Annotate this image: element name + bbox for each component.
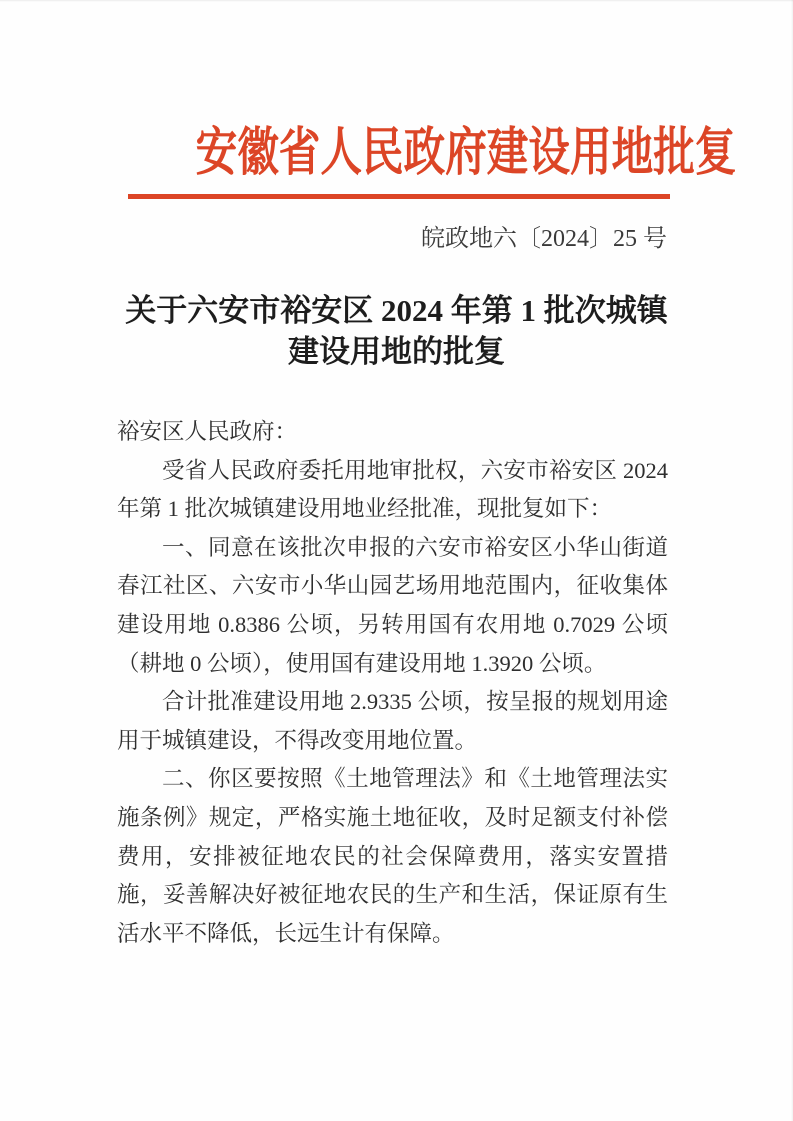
document-body [117,413,668,953]
scan-artifact-top [0,0,793,2]
masthead-title: 安徽省人民政府建设用地批复 [195,125,737,182]
document-title [0,290,793,372]
body-paragraph-intro: 受省人民政府委托用地审批权，六安市裕安区 2024 年第 1 批次城镇建设用地业经批准，现批复如下： [117,457,668,522]
body-paragraph-total: 合计批准建设用地 2.9335 公顷，按呈报的规划用途用于城镇建设，不得改变用地位置。 [117,689,668,753]
salutation: 裕安区人民政府： [117,419,298,444]
body-paragraph-item-1: 一、同意在该批次申报的六安市裕安区小华山街道春江社区、六安市小华山园艺场用地范围内，征收集体建设用地 0.8386 公顷，另转用国有农用地 0.7029 公顷（耕地 0 公顷），使用国有建设用地 1.3920 公顷。 [117,534,668,676]
document-title-line2: 建设用地的批复 [288,334,505,369]
document-title-line1: 关于六安市裕安区 2024 年第 1 批次城镇 [125,293,668,328]
masthead-banner [128,125,737,199]
body-paragraph-item-2: 二、你区要按照《土地管理法》和《土地管理法实施条例》规定，严格实施土地征收，及时足额支付补偿费用，安排被征地农民的社会保障费用，落实安置措施，妥善解决好被征地农民的生产和生活，保证原有生活水平不降低，长远生计有保障。 [117,766,668,946]
document-number: 皖政地六〔2024〕25 号 [421,226,667,252]
